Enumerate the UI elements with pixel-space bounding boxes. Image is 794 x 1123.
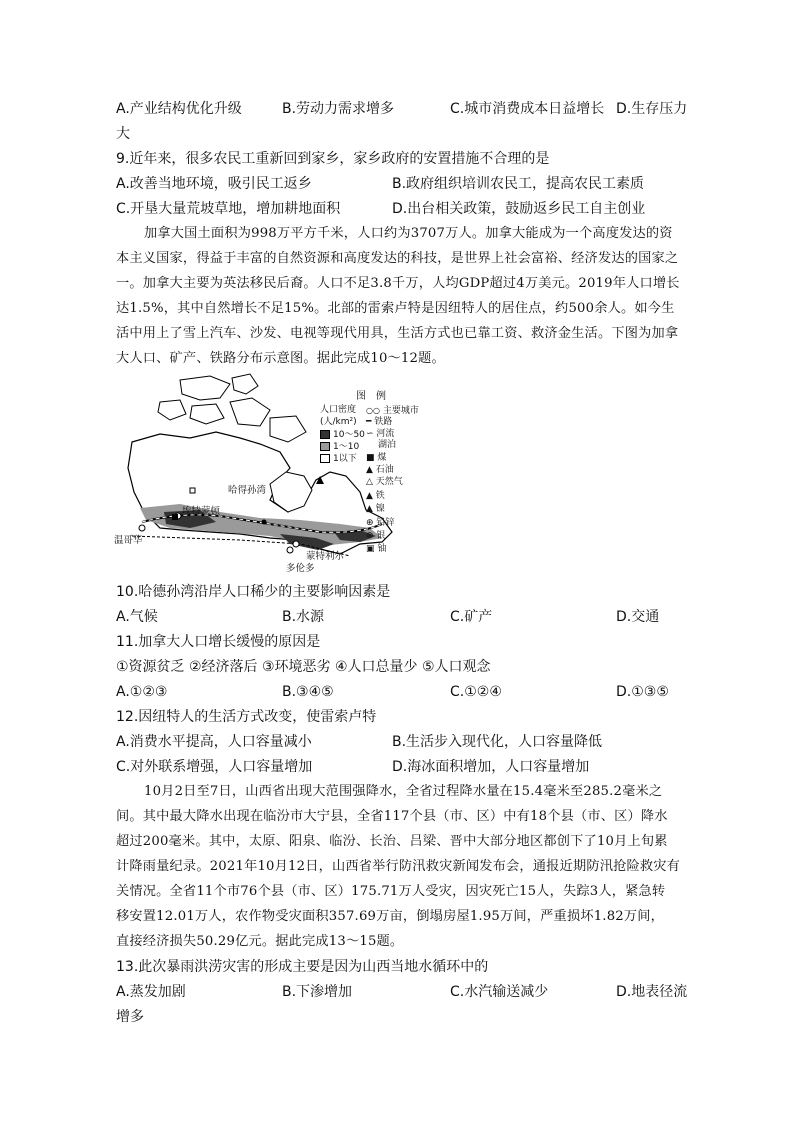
- legend-river: ∽ 河流: [366, 429, 395, 439]
- q12-option-b: B.生活步入现代化，人口容量降低: [392, 734, 603, 750]
- passage2-line-2: 间。其中最大降水出现在临汾市大宁县，全省117个县（市、区）中有18个县（市、区）降水: [116, 809, 668, 824]
- q10-option-a: A.气候: [116, 609, 158, 625]
- passage2-line-7: 直接经济损失50.29亿元。据此完成13～15题。: [116, 934, 404, 949]
- q11-stem: 11.加拿大人口增长缓慢的原因是: [116, 634, 321, 650]
- label-hudson-bay: 哈得孙湾: [228, 485, 267, 496]
- passage1-line-1: 加拿大国土面积为998万平方千米，人口约为3707万人。加拿大能成为一个高度发达的资: [144, 226, 673, 241]
- passage1-line-5: 活中用上了雪上汽车、沙发、电视等现代用具，生活方式也已靠工资、救济金生活。下图为加拿: [116, 326, 679, 341]
- q8-option-a: A.产业结构优化升级: [116, 101, 242, 117]
- q10-option-b: B.水源: [282, 609, 325, 625]
- legend-uranium: ▣ 铀: [366, 544, 387, 554]
- nickel-icon: ▲: [366, 504, 373, 514]
- q9-option-b: B.政府组织培训农民工，提高农民工素质: [392, 176, 645, 192]
- iron-icon: ▲: [366, 491, 373, 501]
- city-icon: ○○: [366, 406, 380, 415]
- q9-option-d: D.出台相关政策，鼓励返乡民工自主创业: [392, 201, 646, 217]
- q13-option-d-continued: 增多: [116, 1009, 144, 1025]
- q8-option-d-continued: 大: [116, 126, 130, 142]
- legend-density-unit: (人/km²): [320, 417, 357, 427]
- silver-icon: ⊗: [366, 531, 374, 541]
- river-icon: ∽: [366, 429, 374, 439]
- q8-option-d: D.生存压力: [616, 101, 688, 117]
- map-legend: [320, 393, 430, 563]
- q11-items: ①资源贫乏 ②经济落后 ③环境恶劣 ④人口总量少 ⑤人口观念: [116, 659, 491, 675]
- oil-icon: ▲: [366, 465, 373, 475]
- q13-option-a: A.蒸发加剧: [116, 984, 186, 1000]
- legend-gas: △ 天然气: [366, 477, 403, 487]
- q11-option-b: B.③④⑤: [282, 684, 334, 700]
- q12-option-d: D.海冰面积增加，人口容量增加: [392, 759, 590, 775]
- passage2-line-6: 移安置12.01万人，农作物受灾面积357.69万亩，倒塌房屋1.95万间，严重损坏1.82万间，: [116, 909, 665, 924]
- legend-city: ○○ 主要城市: [366, 406, 419, 416]
- legend-iron: ▲ 铁: [366, 491, 385, 501]
- coal-icon: ■: [366, 453, 375, 463]
- legend-title: 图 例: [356, 391, 386, 402]
- q9-option-a: A.改善当地环境，吸引民工返乡: [116, 176, 312, 192]
- q12-option-a: A.消费水平提高，人口容量减小: [116, 734, 312, 750]
- q11-option-c: C.①②④: [450, 684, 502, 700]
- q13-option-b: B.下渗增加: [282, 984, 353, 1000]
- legend-lead-zinc: ⊕ 铅锌: [366, 518, 395, 528]
- legend-oil: ▲ 石油: [366, 465, 394, 475]
- legend-lake: 湖泊: [378, 440, 397, 450]
- label-vancouver: 温哥华: [114, 535, 143, 546]
- uranium-icon: ▣: [366, 544, 375, 554]
- passage2-line-1: 10月2日至7日，山西省出现大范围强降水，全省过程降水量在15.4毫米至285.2毫米之: [144, 784, 663, 799]
- q13-stem: 13.此次暴雨洪涝灾害的形成主要是因为山西当地水循环中的: [116, 959, 489, 975]
- railway-icon: ━: [366, 417, 372, 427]
- passage2-line-4: 计降雨量纪录。2021年10月12日，山西省举行防汛救灾新闻发布会，通报近期防汛抢险救灾有: [116, 859, 681, 874]
- q9-stem: 9.近年来，很多农民工重新回到家乡，家乡政府的安置措施不合理的是: [116, 151, 550, 167]
- passage2-line-3: 超过200毫米。其中，太原、阳泉、临汾、长治、吕梁、晋中大部分地区都创下了10月上旬累: [116, 834, 668, 849]
- lead-zinc-icon: ⊕: [366, 518, 374, 528]
- legend-density-low: 1以下: [320, 454, 357, 465]
- q11-option-d: D.①③⑤: [616, 684, 669, 700]
- passage1-line-4: 达1.5%，其中自然增长不足15%。北部的雷索卢特是因纽特人的居住点，约500余人。如今生: [116, 301, 675, 316]
- legend-coal: ■ 煤: [366, 453, 387, 463]
- q11-option-a: A.①②③: [116, 684, 168, 700]
- q10-option-d: D.交通: [616, 609, 660, 625]
- legend-density-high: 10～50: [320, 430, 365, 441]
- q13-option-d: D.地表径流: [616, 984, 688, 1000]
- legend-density-title: 人口密度: [320, 405, 357, 415]
- passage1-line-3: 一。加拿大主要为英法移民后裔。人口不足3.8千万，人均GDP超过4万美元。2019年人口增长: [116, 276, 680, 291]
- label-montreal: 蒙特利尔: [306, 551, 345, 562]
- label-edmonton: 埃特蒙顿: [182, 506, 221, 517]
- q9-option-c: C.开垦大量荒坡草地，增加耕地面积: [116, 201, 341, 217]
- legend-silver: ⊗ 银: [366, 531, 386, 541]
- q13-option-c: C.水汽输送减少: [450, 984, 549, 1000]
- passage1-line-6: 大人口、矿产、铁路分布示意图。据此完成10～12题。: [116, 351, 445, 366]
- legend-density-mid: 1～10: [320, 442, 359, 453]
- q8-option-b: B.劳动力需求增多: [282, 101, 395, 117]
- passage1-line-2: 本主义国家，得益于丰富的自然资源和高度发达的科技，是世界上社会富裕、经济发达的国家之: [116, 251, 679, 266]
- gas-icon: △: [366, 477, 373, 487]
- label-toronto: 多伦多: [286, 563, 315, 574]
- q10-option-c: C.矿产: [450, 609, 493, 625]
- passage2-line-5: 关情况。全省11个市76个县（市、区）175.71万人受灾，因灾死亡15人，失踪3人，紧急转: [116, 884, 666, 899]
- q12-option-c: C.对外联系增强，人口容量增加: [116, 759, 313, 775]
- q12-stem: 12.因纽特人的生活方式改变，使雷索卢特: [116, 709, 377, 725]
- legend-nickel: ▲ 镍: [366, 504, 385, 514]
- legend-rail: ━ 铁路: [366, 417, 393, 427]
- q8-option-c: C.城市消费成本日益增长: [450, 101, 605, 117]
- q10-stem: 10.哈德孙湾沿岸人口稀少的主要影响因素是: [116, 584, 391, 600]
